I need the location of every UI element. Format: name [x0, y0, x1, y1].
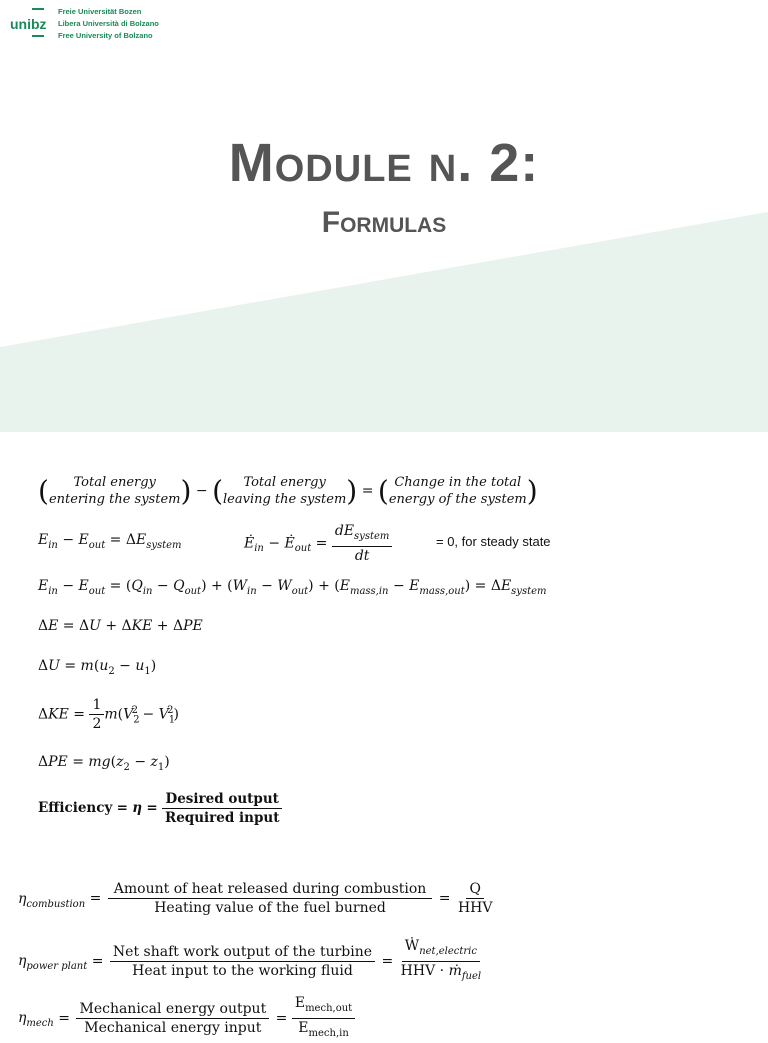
logo-line-german: Freie Universität Bozen: [58, 7, 142, 16]
page-title: Module n. 2:: [228, 133, 540, 193]
term-leaving-bottom: leaving the system: [223, 492, 347, 507]
efficiency-label: Efficiency: [38, 800, 113, 816]
total-energy-change: ΔE = ΔU + ΔKE + ΔPE: [38, 618, 203, 634]
efficiency-denominator: Required input: [164, 810, 280, 826]
efficiency-numerator: Desired output: [162, 790, 281, 809]
logo-line-italian: Libera Università di Bolzano: [58, 19, 159, 28]
efficiency-definition: Efficiency = η = $\frac{\text{Desired output}}{\text{Required input}}$: [38, 790, 282, 827]
logo-line-english: Free University of Bolzano: [58, 31, 153, 40]
combustion-efficiency: $\eta_{combustion}$ = $\frac{\text{Amount of heat released during combustion}}{\text{Heating value of the fuel burned}}$ = $\frac{Q}{\text{HHV}}$: [18, 880, 495, 917]
internal-energy-change: $\Delta U = m(u_2 - u_1)$: [38, 658, 157, 677]
steady-state-note: = 0, for steady state: [436, 534, 551, 549]
energy-balance-symbolic: $E_{in} - E_{out} = \Delta E_{system}$: [38, 532, 182, 551]
mechanical-numerator: Mechanical energy output: [76, 1000, 269, 1019]
combustion-q: Q: [466, 880, 483, 899]
logo-wordmark: unibz: [10, 16, 47, 32]
power-plant-denominator: Heat input to the working fluid: [132, 962, 353, 979]
term-entering-top: Total energy: [73, 475, 156, 490]
term-change-top: Change in the total: [394, 475, 522, 490]
power-plant-efficiency: $\eta_{power plant}$ = $\frac{\text{Net shaft work output of the turbine}}{\text{Heat input to the working fluid}}$ = $\frac{Ẇ_{net,electric}}{HHV \cdot ṁ_{fuel}}$: [18, 938, 482, 982]
mechanical-efficiency: $\eta_{mech}$ = $\frac{\text{Mechanical energy output}}{\text{Mechanical energy input}}$ = $\frac{E_{mech,out}}{E_{mech,in}}$: [18, 994, 355, 1043]
mechanical-denominator: Mechanical energy input: [84, 1019, 262, 1036]
term-entering-bottom: entering the system: [48, 492, 181, 507]
power-plant-numerator: Net shaft work output of the turbine: [110, 943, 375, 962]
energy-balance-words: ( Total energy entering the system ) − ( Total energy leaving the system ) = ( Change in the total energy of the system ): [38, 474, 538, 508]
energy-balance-expanded: $E_{in} - E_{out} = (Q_{in} - Q_{out}) + (W_{in} - W_{out}) + (E_{mass,in} - E_{mass,out}) = \Delta E_{system}$: [38, 578, 547, 597]
term-change-bottom: energy of the system: [388, 492, 527, 507]
combustion-hhv: HHV: [457, 900, 493, 916]
page-subtitle: Formulas: [321, 206, 447, 239]
potential-energy-change: $\Delta PE = mg(z_2 - z_1)$: [38, 754, 170, 773]
combustion-denominator: Heating value of the fuel burned: [154, 900, 386, 916]
term-leaving-top: Total energy: [243, 475, 326, 490]
power-plant-hhv: HHV: [400, 962, 436, 979]
combustion-numerator: Amount of heat released during combustion: [108, 880, 433, 899]
energy-rate-balance: $Ė_{in}$ − $Ė_{out}$ = $\frac{dE_{system}}{dt}$: [244, 522, 392, 565]
kinetic-energy-change: ΔKE = $\frac{1}{2}$ $m(V_2^2 - V_1^2)$: [38, 697, 179, 732]
title-slide: [0, 0, 768, 432]
